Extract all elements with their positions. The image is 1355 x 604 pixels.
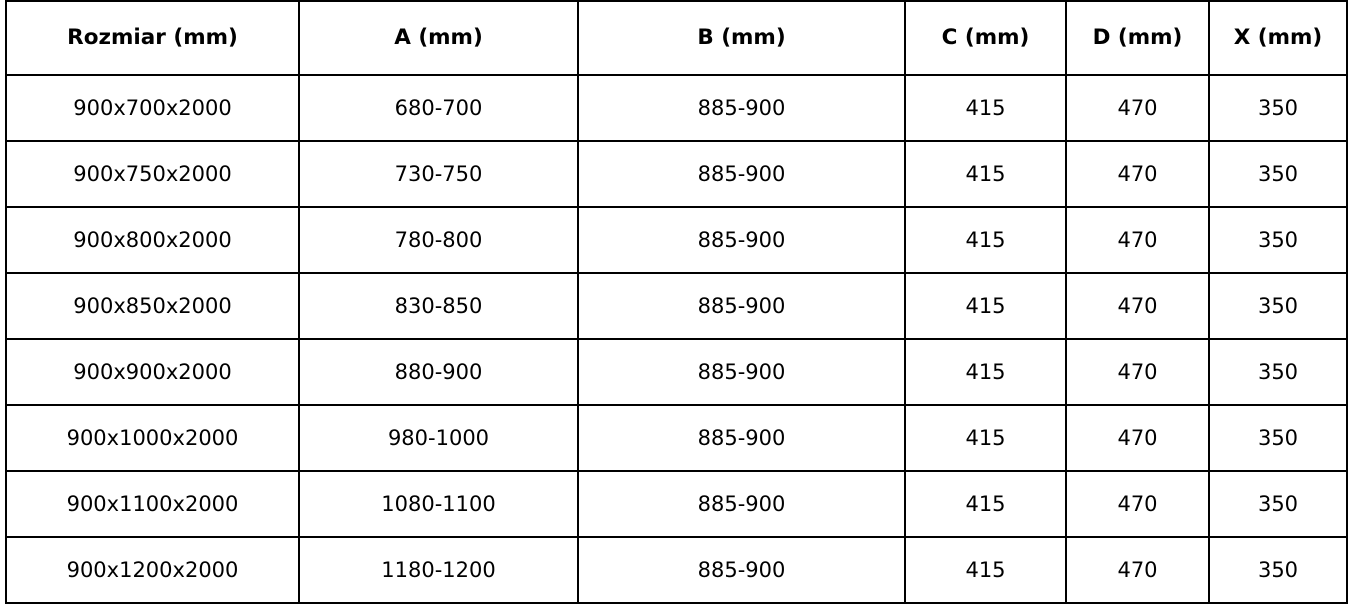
cell-c: 415 — [905, 207, 1066, 273]
cell-d: 470 — [1066, 405, 1209, 471]
cell-d: 470 — [1066, 273, 1209, 339]
cell-b: 885-900 — [578, 405, 905, 471]
cell-c: 415 — [905, 537, 1066, 603]
cell-d: 470 — [1066, 207, 1209, 273]
cell-c: 415 — [905, 75, 1066, 141]
cell-b: 885-900 — [578, 273, 905, 339]
cell-b: 885-900 — [578, 537, 905, 603]
cell-a: 1080-1100 — [299, 471, 578, 537]
column-header-b: B (mm) — [578, 1, 905, 75]
table-row — [6, 141, 1347, 207]
cell-a: 680-700 — [299, 75, 578, 141]
cell-x: 350 — [1209, 75, 1347, 141]
cell-x: 350 — [1209, 339, 1347, 405]
cell-a: 980-1000 — [299, 405, 578, 471]
table-header — [6, 1, 1347, 75]
cell-d: 470 — [1066, 75, 1209, 141]
cell-b: 885-900 — [578, 207, 905, 273]
table-row — [6, 75, 1347, 141]
table-row — [6, 537, 1347, 603]
cell-x: 350 — [1209, 207, 1347, 273]
column-header-a: A (mm) — [299, 1, 578, 75]
cell-a: 730-750 — [299, 141, 578, 207]
cell-size: 900x1200x2000 — [6, 537, 299, 603]
cell-size: 900x1000x2000 — [6, 405, 299, 471]
cell-x: 350 — [1209, 471, 1347, 537]
table-body — [6, 75, 1347, 603]
table-row — [6, 273, 1347, 339]
cell-b: 885-900 — [578, 75, 905, 141]
cell-x: 350 — [1209, 141, 1347, 207]
table-row — [6, 405, 1347, 471]
column-header-c: C (mm) — [905, 1, 1066, 75]
table-row — [6, 339, 1347, 405]
cell-a: 780-800 — [299, 207, 578, 273]
cell-size: 900x850x2000 — [6, 273, 299, 339]
cell-a: 1180-1200 — [299, 537, 578, 603]
table-row — [6, 471, 1347, 537]
cell-a: 830-850 — [299, 273, 578, 339]
cell-b: 885-900 — [578, 339, 905, 405]
cell-c: 415 — [905, 339, 1066, 405]
cell-b: 885-900 — [578, 141, 905, 207]
cell-size: 900x1100x2000 — [6, 471, 299, 537]
cell-c: 415 — [905, 405, 1066, 471]
dimensions-table — [5, 0, 1348, 604]
cell-b: 885-900 — [578, 471, 905, 537]
cell-c: 415 — [905, 141, 1066, 207]
column-header-d: D (mm) — [1066, 1, 1209, 75]
column-header-x: X (mm) — [1209, 1, 1347, 75]
cell-d: 470 — [1066, 141, 1209, 207]
cell-d: 470 — [1066, 339, 1209, 405]
table-header-row — [6, 1, 1347, 75]
cell-x: 350 — [1209, 405, 1347, 471]
cell-x: 350 — [1209, 273, 1347, 339]
cell-d: 470 — [1066, 471, 1209, 537]
cell-size: 900x700x2000 — [6, 75, 299, 141]
cell-size: 900x750x2000 — [6, 141, 299, 207]
cell-c: 415 — [905, 471, 1066, 537]
cell-x: 350 — [1209, 537, 1347, 603]
table-row — [6, 207, 1347, 273]
cell-size: 900x900x2000 — [6, 339, 299, 405]
column-header-size: Rozmiar (mm) — [6, 1, 299, 75]
cell-c: 415 — [905, 273, 1066, 339]
cell-d: 470 — [1066, 537, 1209, 603]
cell-size: 900x800x2000 — [6, 207, 299, 273]
cell-a: 880-900 — [299, 339, 578, 405]
